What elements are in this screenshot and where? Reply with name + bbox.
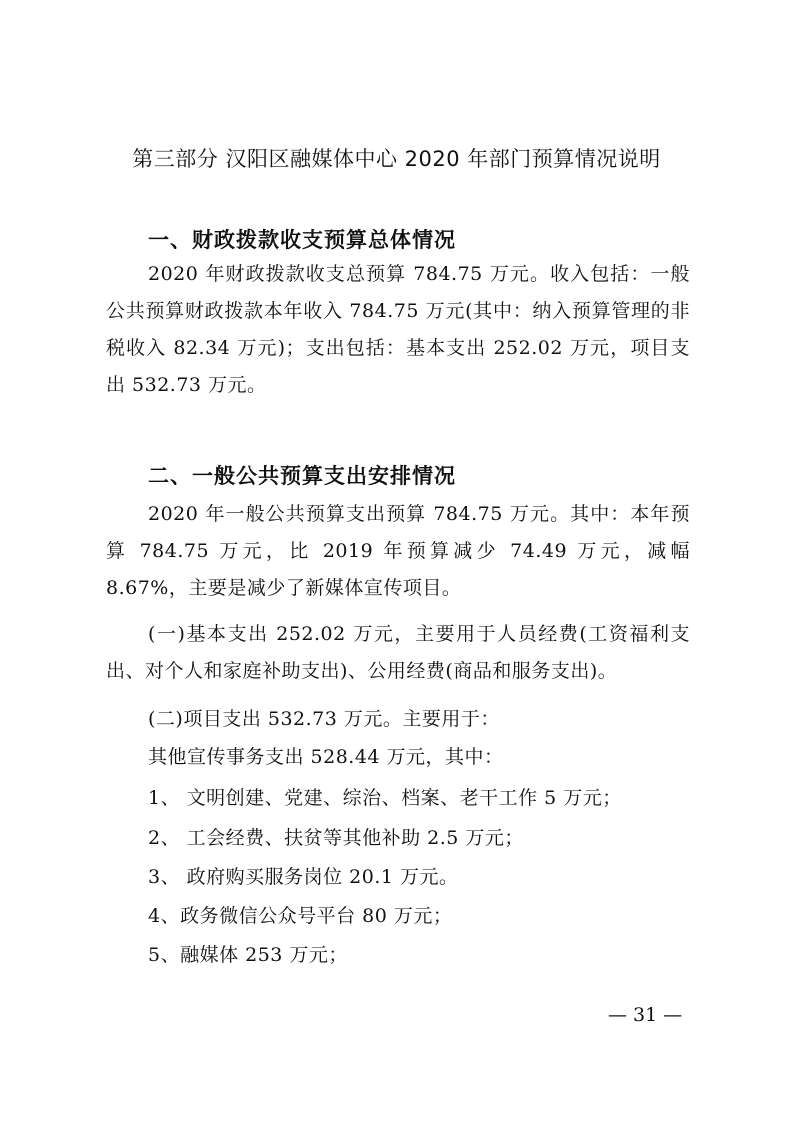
project-expense-line: (二)项目支出 532.73 万元。主要用于： [148,708,500,730]
list-item: 1、 文明创建、党建、综治、档案、老干工作 5 万元； [148,787,622,809]
list-item: 4、政务微信公众号平台 80 万元； [148,905,453,927]
section-2-paragraph-2: (一)基本支出 252.02 万元，主要用于人员经费(工资福利支出、对个人和家庭补助支出)、公用经费(商品和服务支出)。 [106,623,690,682]
document-title: 第三部分 汉阳区融媒体中心 2020 年部门预算情况说明 [132,147,661,171]
section-2-heading: 二、一般公共预算支出安排情况 [148,464,456,488]
list-item: 2、 工会经费、扶贫等其他补助 2.5 万元； [148,827,524,849]
page-number: — 31 — [608,1004,683,1026]
list-item: 3、 政府购买服务岗位 20.1 万元。 [148,866,459,888]
section-1-paragraph: 2020 年财政拨款收支总预算 784.75 万元。收入包括：一般公共预算财政拨款本年收入 784.75 万元(其中：纳入预算管理的非税收入 82.34 万元)；支出包括：基本支出 252.02 万元，项目支出 532.73 万元。 [106,263,690,396]
section-1-heading: 一、财政拨款收支预算总体情况 [148,228,456,252]
section-2-paragraph-1: 2020 年一般公共预算支出预算 784.75 万元。其中：本年预算 784.75 万元，比 2019 年预算减少 74.49 万元，减幅 8.67%，主要是减少了新媒体宣传项目。 [106,503,690,599]
list-item: 5、融媒体 253 万元； [148,944,348,966]
other-propaganda-line: 其他宣传事务支出 528.44 万元，其中： [148,746,504,768]
